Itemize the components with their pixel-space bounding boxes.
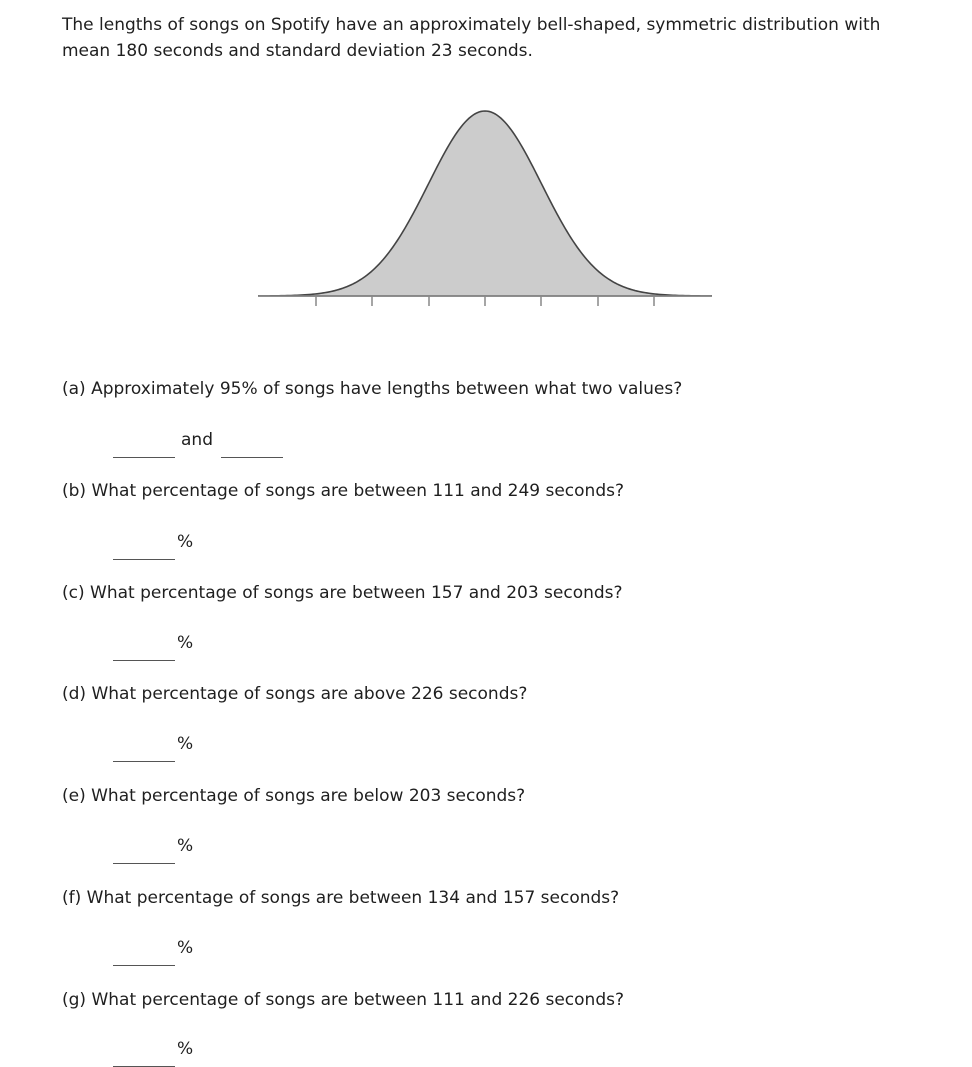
- answer-f-input[interactable]: [113, 937, 175, 966]
- answer-b-input[interactable]: [113, 531, 175, 560]
- answer-d-input[interactable]: [113, 733, 175, 762]
- problem-intro: The lengths of songs on Spotify have an approximately bell-shaped, symmetric distribution with mean 180 seconds and standard deviation 23 seconds.: [62, 15, 881, 61]
- and-label: and: [181, 430, 213, 450]
- answer-c-input[interactable]: [113, 632, 175, 661]
- answer-g-input[interactable]: [113, 1038, 175, 1067]
- question-g: (g) What percentage of songs are between 111 and 226 seconds?: [62, 990, 624, 1010]
- question-f: (f) What percentage of songs are between 134 and 157 seconds?: [62, 888, 620, 908]
- percent-label: %: [177, 938, 194, 958]
- percent-label: %: [177, 633, 194, 653]
- question-a: (a) Approximately 95% of songs have lengths between what two values?: [62, 379, 683, 399]
- percent-label: %: [177, 1039, 194, 1059]
- question-d: (d) What percentage of songs are above 226 seconds?: [62, 684, 528, 704]
- answer-a-lower-input[interactable]: [113, 429, 175, 458]
- answer-e-input[interactable]: [113, 835, 175, 864]
- percent-label: %: [177, 836, 194, 856]
- question-c: (c) What percentage of songs are between 157 and 203 seconds?: [62, 583, 623, 603]
- answer-a-upper-input[interactable]: [221, 429, 283, 458]
- normal-curve-figure: [0, 0, 972, 340]
- percent-label: %: [177, 532, 194, 552]
- question-e: (e) What percentage of songs are below 203 seconds?: [62, 786, 526, 806]
- question-b: (b) What percentage of songs are between 111 and 249 seconds?: [62, 481, 624, 501]
- bell-curve-shape: [259, 111, 711, 296]
- percent-label: %: [177, 734, 194, 754]
